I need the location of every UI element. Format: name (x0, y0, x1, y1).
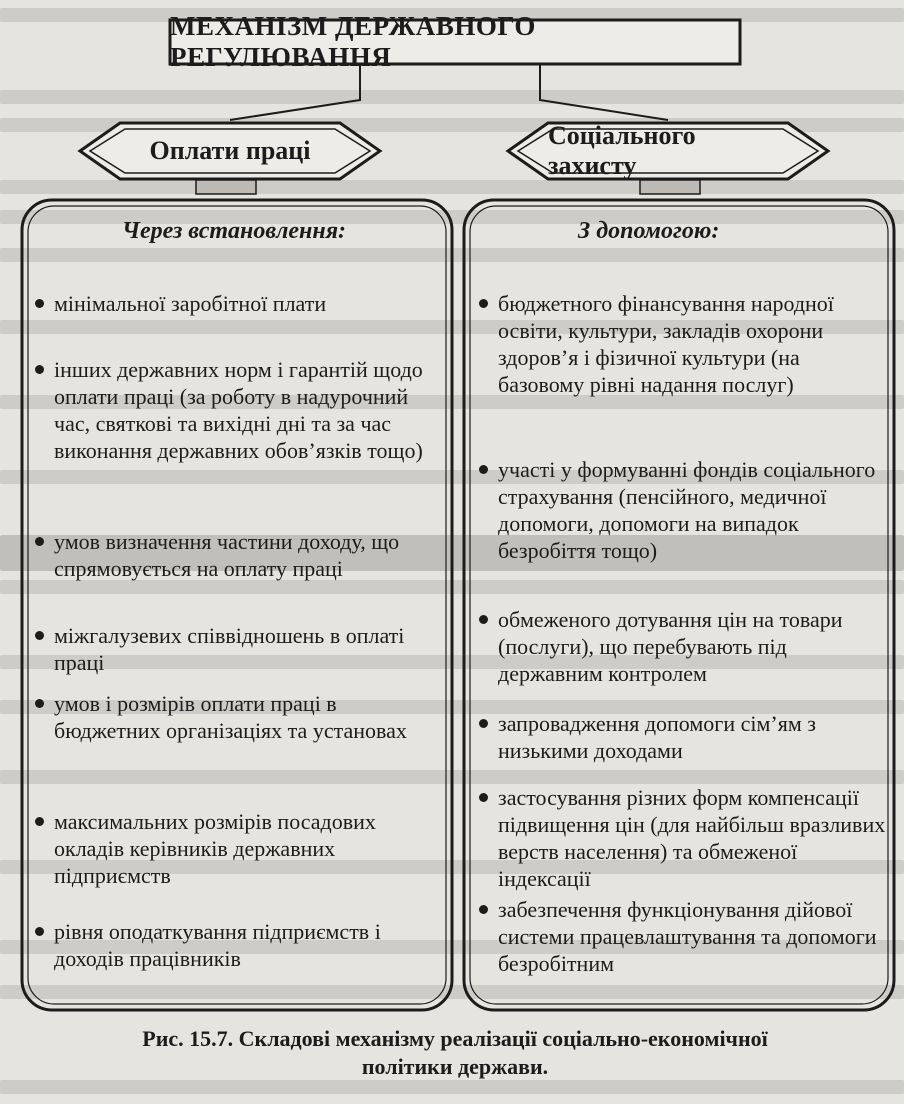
bullet-icon (32, 290, 54, 317)
caption-line-1: Рис. 15.7. Складові механізму реалізації соціально-економічної (142, 1026, 768, 1051)
list-item: обмеженого дотування цін на товари (послуги), що перебувають під державним контролем (476, 606, 886, 687)
list-item: максимальних розмірів посадових окладів керівників державних підприємств (32, 808, 442, 889)
bullet-icon (476, 456, 498, 483)
bullet-icon (32, 808, 54, 835)
list-item: рівня оподаткування підприємств і доходів працівників (32, 918, 442, 972)
bullet-icon (476, 784, 498, 811)
bullet-icon (32, 622, 54, 649)
bullet-icon (476, 606, 498, 633)
list-item: застосування різних форм компенсації підвищення цін (для найбільш вразливих верств населення) та обмеженої індексації (476, 784, 886, 892)
list-item: мінімальної заробітної плати (32, 290, 442, 317)
bullet-icon (32, 918, 54, 945)
list-item: участі у формуванні фондів соціального страхування (пенсійного, медичної допомоги, допомоги на випадок безробіття тощо) (476, 456, 886, 564)
right-intro: З допомогою: (578, 218, 720, 244)
list-item: інших державних норм і гарантій щодо оплати праці (за роботу в надурочний час, святкові та вихідні дні та за час виконання державних обов’язків тощо) (32, 356, 442, 464)
list-item: міжгалузевих співвідношень в оплаті праці (32, 622, 442, 676)
bullet-icon (32, 356, 54, 383)
caption-line-2: політики держави. (361, 1054, 549, 1079)
left-header: Оплати праці (149, 136, 311, 165)
list-item: запровадження допомоги сім’ям з низькими доходами (476, 710, 886, 764)
list-item: бюджетного фінансування народної освіти, культури, закладів охорони здоров’я і фізичної культури (на базовому рівні надання послуг) (476, 290, 886, 398)
right-header: Соціального захисту (548, 121, 696, 180)
bullet-icon (476, 710, 498, 737)
list-item: умов визначення частини доходу, що спрямовується на оплату праці (32, 528, 442, 582)
list-item: умов і розмірів оплати праці в бюджетних організаціях та установах (32, 690, 442, 744)
list-item: забезпечення функціонування дійової системи працевлаштування та допомоги безробітним (476, 896, 886, 977)
figure-caption (130, 1025, 780, 1081)
left-intro: Через встановлення: (122, 218, 347, 244)
diagram-title: МЕХАНІЗМ ДЕРЖАВНОГО РЕГУЛЮВАННЯ (170, 11, 536, 72)
bullet-icon (476, 290, 498, 317)
bullet-icon (476, 896, 498, 923)
bullet-icon (32, 690, 54, 717)
bullet-icon (32, 528, 54, 555)
